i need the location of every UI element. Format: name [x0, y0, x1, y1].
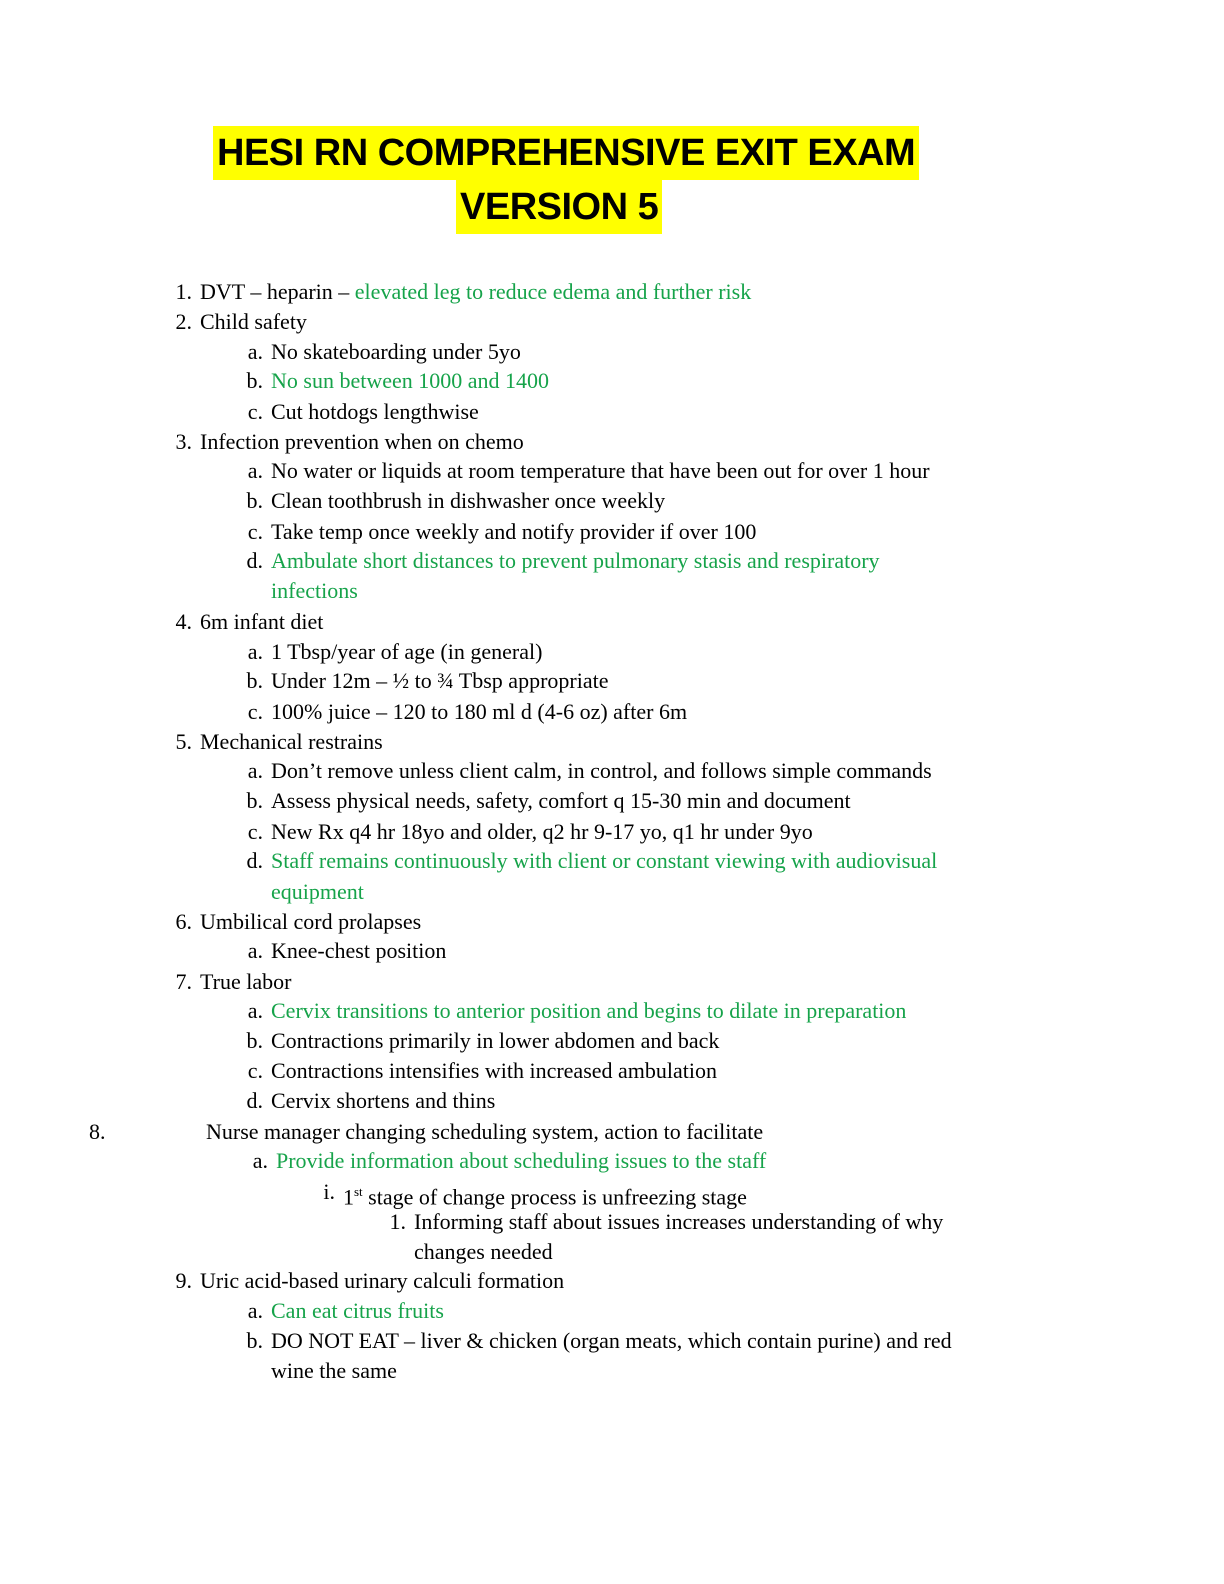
sub-item-5a	[247, 756, 932, 786]
sub-marker: c.	[247, 399, 263, 424]
sub-text: New Rx q4 hr 18yo and older, q2 hr 9-17 yo, q1 hr under 9yo	[271, 819, 813, 844]
sub-item-7b	[246, 1026, 720, 1056]
sub-item-6a	[247, 936, 447, 966]
answer-text: Cervix transitions to anterior position and begins to dilate in preparation	[271, 998, 907, 1023]
list-item-6	[175, 907, 422, 937]
item-text: Child safety	[200, 309, 307, 334]
sub-marker: a.	[247, 339, 263, 364]
sub-marker: d.	[246, 848, 263, 873]
item-text: 6m infant diet	[200, 609, 324, 634]
sub-text: Informing staff about issues increases understanding of why	[414, 1209, 944, 1234]
sub-item-5c	[247, 817, 813, 847]
sub-text: No skateboarding under 5yo	[271, 339, 521, 364]
sub-text: Cut hotdogs lengthwise	[271, 399, 479, 424]
sub-marker: a.	[247, 1298, 263, 1323]
sub-marker: c.	[247, 819, 263, 844]
answer-text: Can eat citrus fruits	[271, 1298, 444, 1323]
sub-marker: a.	[247, 458, 263, 483]
list-item-2	[175, 307, 307, 337]
item-text: Infection prevention when on chemo	[200, 429, 524, 454]
sub-marker: c.	[247, 699, 263, 724]
title-line-2: VERSION 5	[456, 180, 662, 234]
item-text: Mechanical restrains	[200, 729, 383, 754]
item-number: 9.	[175, 1268, 192, 1293]
sub-item-4a	[247, 637, 543, 667]
sub-marker: a.	[247, 758, 263, 783]
sub-item-3d	[246, 546, 880, 576]
sub-marker: c.	[247, 1058, 263, 1083]
item-number: 2.	[175, 309, 192, 334]
answer-text: infections	[271, 578, 358, 603]
sub-text: Assess physical needs, safety, comfort q 15-30 min and document	[271, 788, 851, 813]
sub-text: 1 Tbsp/year of age (in general)	[271, 639, 543, 664]
item-number: 1.	[175, 279, 192, 304]
item-number: 3.	[175, 429, 192, 454]
item-text: True labor	[200, 969, 292, 994]
sub-marker: a.	[247, 639, 263, 664]
list-item-8: Nurse manager changing scheduling system, action to facilitate	[206, 1119, 764, 1144]
sub-item-3b	[246, 486, 666, 516]
sub-text-prefix: 1	[343, 1184, 354, 1210]
sub-marker: b.	[246, 668, 263, 693]
sub-text: Contractions intensifies with increased ambulation	[271, 1058, 718, 1083]
sub-text: 100% juice – 120 to 180 ml d (4-6 oz) after 6m	[271, 699, 688, 724]
sub-sub-sub-item-8a-i-1	[389, 1207, 944, 1237]
roman-marker: i.	[323, 1179, 335, 1204]
list-item-5	[175, 727, 383, 757]
item-number: 5.	[175, 729, 192, 754]
answer-text: Ambulate short distances to prevent pulmonary stasis and respiratory	[271, 548, 880, 573]
sub-text: Contractions primarily in lower abdomen and back	[271, 1028, 720, 1053]
sub-item-3c	[247, 517, 757, 547]
number-marker: 1.	[389, 1209, 406, 1234]
sub-item-3d-continued	[271, 576, 358, 606]
sub-item-9a	[247, 1296, 444, 1326]
sub-item-8a	[252, 1146, 767, 1176]
sub-item-5d-continued	[271, 877, 364, 907]
answer-text: equipment	[271, 879, 364, 904]
answer-text: Provide information about scheduling issues to the staff	[276, 1148, 767, 1173]
sub-text: Cervix shortens and thins	[271, 1088, 496, 1113]
sub-item-7d	[246, 1086, 496, 1116]
answer-text: elevated leg to reduce edema and further risk	[354, 279, 752, 304]
sub-marker: b.	[246, 1028, 263, 1053]
sub-text: Take temp once weekly and notify provider if over 100	[271, 519, 757, 544]
sub-text: DO NOT EAT – liver & chicken (organ meats, which contain purine) and red	[271, 1328, 952, 1353]
sub-text: Knee-chest position	[271, 938, 447, 963]
list-item-4	[175, 607, 324, 637]
superscript: st	[354, 1184, 363, 1199]
item-number: 4.	[175, 609, 192, 634]
sub-marker: b.	[246, 788, 263, 813]
sub-item-4c	[247, 697, 688, 727]
sub-marker: d.	[246, 548, 263, 573]
item-text: Umbilical cord prolapses	[200, 909, 422, 934]
list-item-3	[175, 427, 524, 457]
sub-marker: b.	[246, 1328, 263, 1353]
sub-text: Don’t remove unless client calm, in control, and follows simple commands	[271, 758, 932, 783]
sub-marker: b.	[246, 368, 263, 393]
sub-marker: a.	[252, 1148, 268, 1173]
sub-item-9b	[246, 1326, 952, 1356]
sub-item-5b	[246, 786, 851, 816]
sub-text: Under 12m – ½ to ¾ Tbsp appropriate	[271, 668, 609, 693]
sub-text: Clean toothbrush in dishwasher once weekly	[271, 488, 666, 513]
sub-item-4b	[246, 666, 609, 696]
sub-marker: d.	[246, 1088, 263, 1113]
list-item-8-number: 8.	[89, 1119, 106, 1144]
sub-marker: a.	[247, 938, 263, 963]
sub-marker: b.	[246, 488, 263, 513]
list-item-1	[175, 277, 752, 307]
sub-item-3a	[247, 456, 930, 486]
list-item-7	[175, 967, 292, 997]
sub-marker: a.	[247, 998, 263, 1023]
sub-item-9b-continued: wine the same	[271, 1358, 397, 1383]
sub-item-2a	[247, 337, 521, 367]
sub-text: stage of change process is unfreezing stage	[362, 1184, 747, 1210]
list-item-9	[175, 1266, 565, 1296]
sub-item-5d	[246, 846, 938, 876]
sub-marker: c.	[247, 519, 263, 544]
item-number: 6.	[175, 909, 192, 934]
answer-text: No sun between 1000 and 1400	[271, 368, 550, 393]
sub-item-7a	[247, 996, 907, 1026]
sub-item-2b	[246, 366, 550, 396]
sub-sub-sub-item-8a-i-1-continued: changes needed	[414, 1239, 553, 1264]
title-line-1: HESI RN COMPREHENSIVE EXIT EXAM	[213, 126, 919, 180]
sub-item-7c	[247, 1056, 718, 1086]
item-number: 7.	[175, 969, 192, 994]
answer-text: Staff remains continuously with client or constant viewing with audiovisual	[271, 848, 938, 873]
item-text: Uric acid-based urinary calculi formation	[200, 1268, 565, 1293]
sub-item-2c	[247, 397, 479, 427]
item-text: DVT – heparin –	[200, 279, 355, 304]
sub-text: No water or liquids at room temperature that have been out for over 1 hour	[271, 458, 930, 483]
